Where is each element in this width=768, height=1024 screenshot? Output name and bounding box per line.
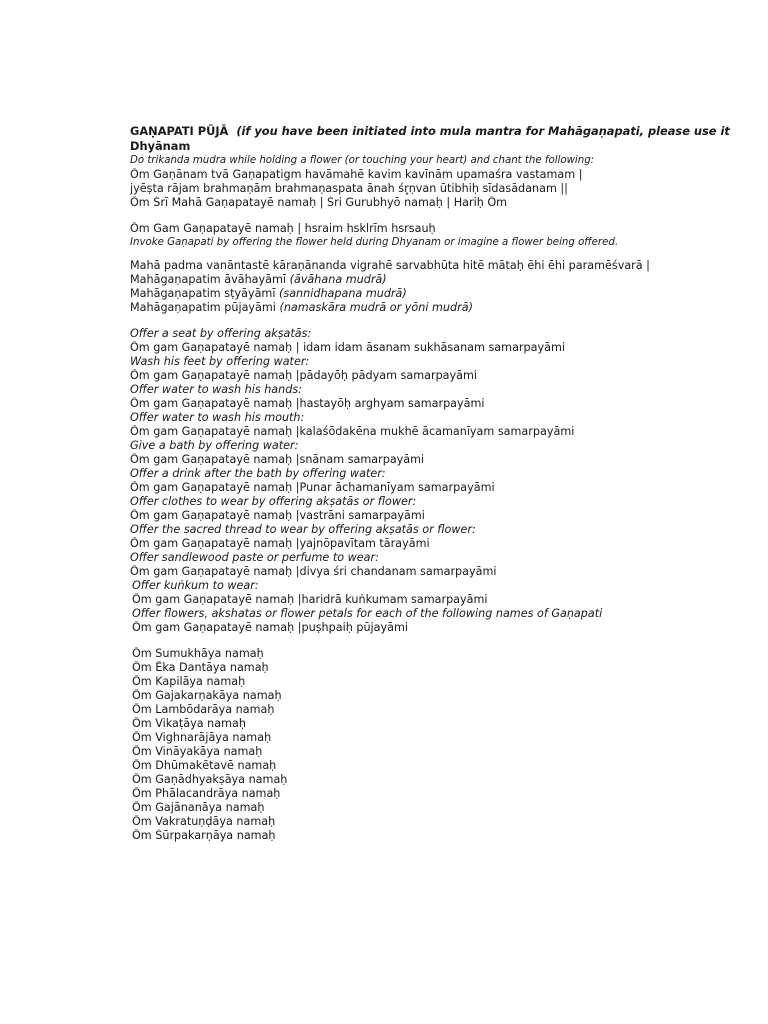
offering-mantra: Ōm gam Gaṇapatayē namaḥ |Punar āchamanīyam samarpayāmi bbox=[130, 481, 495, 494]
offering-cue: Wash his feet by offering water: bbox=[130, 355, 310, 368]
name-item: Ōm Ēka Dantāya namaḥ bbox=[132, 661, 269, 674]
offering-cue: Offer kuṅkum to wear: bbox=[132, 579, 259, 592]
offering-mantra: Ōm gam Gaṇapatayē namaḥ | idam idam āsanam sukhāsanam samarpayāmi bbox=[130, 341, 565, 354]
name-item: Ōm Gajakarṇakāya namaḥ bbox=[132, 689, 282, 702]
invocation-line bbox=[130, 301, 768, 315]
offering-mantra: Ōm gam Gaṇapatayē namaḥ |hastayōḥ arghyam samarpayāmi bbox=[130, 397, 485, 410]
offering-cue: Offer a seat by offering akṣatās: bbox=[130, 327, 312, 340]
offering-mantra: Ōm gam Gaṇapatayē namaḥ |divya śri chandanam samarpayāmi bbox=[130, 565, 497, 578]
name-item: Ōm Lambōdarāya namaḥ bbox=[132, 703, 275, 716]
name-item: Ōm Vakratuṇḍāya namaḥ bbox=[132, 815, 276, 828]
offering-cue: Offer flowers, akshatas or flower petals for each of the following names of Gaṇapati bbox=[132, 607, 603, 620]
name-item: Ōm Śūrpakarṇāya namaḥ bbox=[132, 829, 276, 842]
title-note: (if you have been initiated into mula mantra for Mahāgaṇapati, please use it bbox=[236, 124, 730, 138]
offering-mantra: Ōm gam Gaṇapatayē namaḥ |kalaśōdakēna mukhē ācamanīyam samarpayāmi bbox=[130, 425, 575, 438]
invocation-verse: Mahā padma vanāntastē kāraṇānanda vigrahē sarvabhūta hitē mātaḥ ēhi ēhi paramēśvarā | bbox=[130, 259, 650, 272]
dhyanam-instruction: Do trikanda mudra while holding a flower (or touching your heart) and chant the following: bbox=[130, 155, 595, 166]
names-list bbox=[130, 647, 768, 843]
dhyanam-line: Ōm Śrī Mahā Gaṇapatayē namaḥ | Śri Gurubhyō namaḥ | Hariḥ Ōm bbox=[130, 196, 508, 209]
offering-cue: Offer clothes to wear by offering akṣatās or flower: bbox=[130, 495, 417, 508]
dhyanam-line: jyēṣta rājam brahmaṇām brahmaṇaspata ānah śr̥ṇvan ūtibhiḥ sīdasādanam || bbox=[130, 182, 568, 195]
offering-cue: Offer the sacred thread to wear by offering akṣatās or flower: bbox=[130, 523, 476, 536]
offering-cue: Offer sandlewood paste or perfume to wear: bbox=[130, 551, 379, 564]
offering-mantra: Ōm gam Gaṇapatayē namaḥ |pādayōḥ pādyam samarpayāmi bbox=[130, 369, 478, 382]
mudra-note: (āvāhana mudrā) bbox=[289, 273, 387, 286]
name-item: Ōm Sumukhāya namaḥ bbox=[132, 647, 264, 660]
offering-mantra: Ōm gam Gaṇapatayē namaḥ |puṣhpaiḥ pūjayāmi bbox=[132, 621, 408, 634]
page-title bbox=[130, 124, 768, 139]
name-item: Ōm Phālacandrāya namaḥ bbox=[132, 787, 281, 800]
invocation-line bbox=[130, 287, 768, 301]
offering-mantra: Ōm gam Gaṇapatayē namaḥ |haridrā kuṅkumam samarpayāmi bbox=[132, 593, 488, 606]
name-item: Ōm Dhūmakētavē namaḥ bbox=[132, 759, 277, 772]
name-item: Ōm Kapilāya namaḥ bbox=[132, 675, 246, 688]
invocation-mantra: Ōm Gam Gaṇapatayē namaḥ | hsraim hsklrīm hsrsauḥ bbox=[130, 222, 436, 235]
name-item: Ōm Vikaṭāya namaḥ bbox=[132, 717, 246, 730]
invocation-line-text: Mahāgaṇapatim sṭyāyāmī bbox=[130, 287, 276, 300]
offering-cue: Offer a drink after the bath by offering water: bbox=[130, 467, 386, 480]
offerings-list bbox=[130, 327, 768, 635]
mudra-note: (namaskāra mudrā or yōni mudrā) bbox=[279, 301, 473, 314]
invocation-line bbox=[130, 273, 768, 287]
offering-cue: Offer water to wash his hands: bbox=[130, 383, 302, 396]
name-item: Ōm Vināyakāya namaḥ bbox=[132, 745, 263, 758]
offering-mantra: Ōm gam Gaṇapatayē namaḥ |vastrāni samarpayāmi bbox=[130, 509, 425, 522]
offering-cue: Give a bath by offering water: bbox=[130, 439, 299, 452]
invocation-line-text: Mahāgaṇapatim pūjayāmi bbox=[130, 301, 280, 314]
offering-mantra: Ōm gam Gaṇapatayē namaḥ |yajnōpavītam tārayāmi bbox=[130, 537, 430, 550]
dhyanam-line: Ōm Gaṇānam tvā Gaṇapatigm havāmahē kavim kavīnām upamaśra vastamam | bbox=[130, 168, 583, 181]
invocation-instruction: Invoke Gaṇapati by offering the flower held during Dhyanam or imagine a flower being offered. bbox=[130, 237, 619, 248]
offering-mantra: Ōm gam Gaṇapatayē namaḥ |snānam samarpayāmi bbox=[130, 453, 425, 466]
name-item: Ōm Vighnarājāya namaḥ bbox=[132, 731, 272, 744]
name-item: Ōm Gajānanāya namaḥ bbox=[132, 801, 265, 814]
dhyanam-heading: Dhyānam bbox=[130, 139, 191, 153]
invocation-line-text: Mahāgaṇapatim āvāhayāmī bbox=[130, 273, 287, 286]
document-page bbox=[130, 124, 768, 843]
mudra-note: (sannidhapana mudrā) bbox=[279, 287, 407, 300]
offering-cue: Offer water to wash his mouth: bbox=[130, 411, 305, 424]
title-text: GAṆAPATI PŪJĀ bbox=[130, 124, 229, 138]
name-item: Ōm Gaṇādhyakṣāya namaḥ bbox=[132, 773, 288, 786]
